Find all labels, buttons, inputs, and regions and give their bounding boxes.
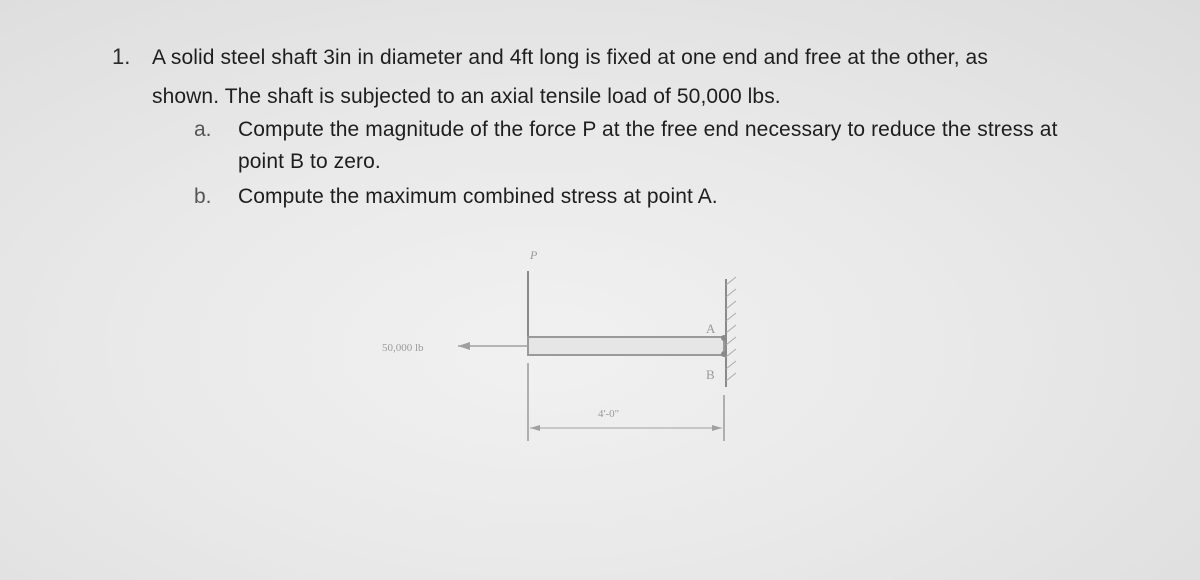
part-b-marker: b. [194,185,212,208]
axial-load-arrowhead [458,342,470,350]
point-b-label: B [706,367,715,382]
part-a-line-1: Compute the magnitude of the force P at the free end necessary to reduce the stress at [238,118,1058,141]
point-a-marker [721,335,727,341]
problem-number: 1. [112,44,131,69]
point-a-label: A [706,321,716,336]
part-b-line-1: Compute the maximum combined stress at point A. [238,185,718,208]
part-a-line-2: point B to zero. [238,150,381,173]
dimension-arrow-left [530,425,540,431]
part-a-marker: a. [194,118,212,141]
dimension-arrow-right [712,425,722,431]
problem-statement-line-1: A solid steel shaft 3in in diameter and 4ft long is fixed at one end and free at the other, as [152,46,988,69]
force-p-label: P [530,248,538,262]
length-label: 4'-0" [598,408,620,420]
axial-load-label: 50,000 lb [382,342,424,354]
shaft-body [528,337,724,355]
shaft-diagram-svg [370,235,770,455]
wall-hatching [726,277,736,381]
point-b-marker [721,351,727,357]
problem-statement-line-2: shown. The shaft is subjected to an axial tensile load of 50,000 lbs. [152,85,781,108]
shaft-diagram [370,235,770,455]
